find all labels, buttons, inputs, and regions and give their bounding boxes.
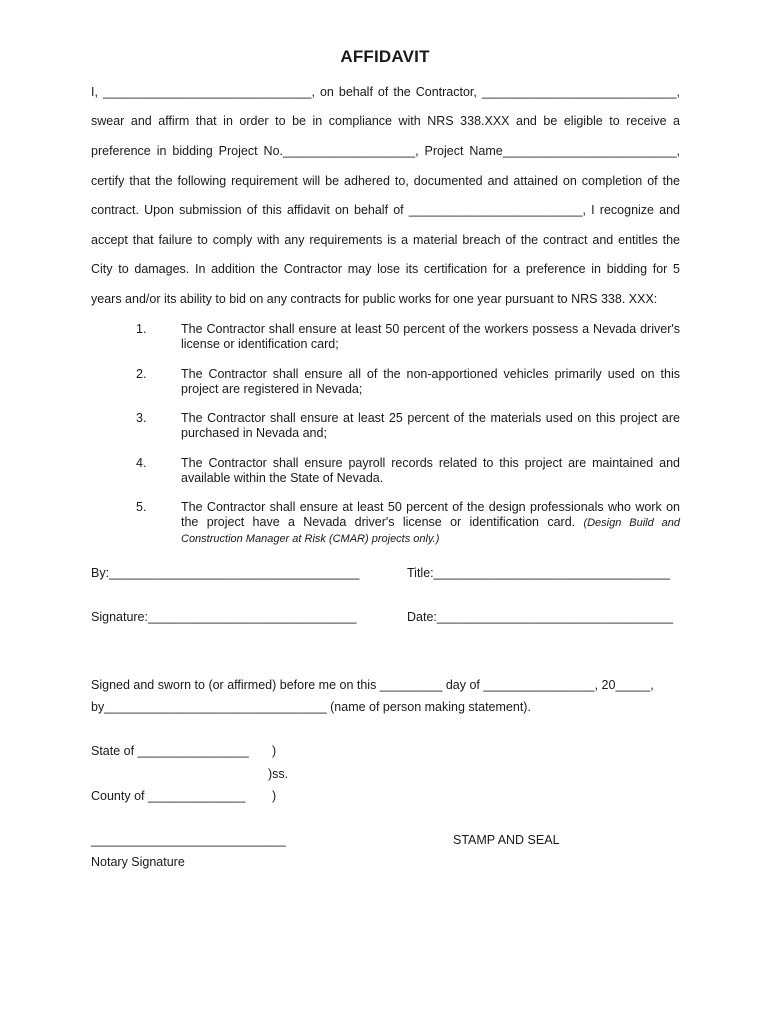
requirement-number: 4.	[136, 456, 147, 470]
paragraph-line: contract. Upon submission of this affidavit on behalf of _________________________, I recognize and	[91, 203, 680, 217]
requirement-number: 2.	[136, 367, 147, 381]
by-field[interactable]: By:____________________________________	[91, 566, 360, 580]
paragraph-line: certify that the following requirement will be adhered to, documented and attained on completion of the	[91, 174, 680, 188]
document-title: AFFIDAVIT	[340, 47, 430, 66]
paragraph-line: accept that failure to comply with any requirements is a material breach of the contract and entitles the	[91, 233, 680, 247]
paragraph-line: City to damages. In addition the Contractor may lose its certification for a preference in bidding for 5	[91, 262, 680, 276]
notary-signature-line[interactable]: ____________________________	[91, 833, 286, 847]
paragraph-line: years and/or its ability to bid on any contracts for public works for one year pursuant to NRS 338. XXX:	[91, 292, 658, 306]
requirement-note: (Design Build and Construction Manager at Risk (CMAR) projects only.)	[181, 517, 680, 545]
notary-signature-label: Notary Signature	[91, 855, 185, 869]
sworn-statement-line[interactable]: Signed and sworn to (or affirmed) before me on this _________ day of ________________, 20_____,	[91, 678, 654, 692]
paragraph-line: I, ______________________________, on behalf of the Contractor, ____________________________,	[91, 85, 680, 99]
requirement-text: The Contractor shall ensure at least 25 percent of the materials used on this project are purchased in Nevada and;	[181, 411, 680, 440]
paragraph-line: swear and affirm that in order to be in compliance with NRS 338.XXX and be eligible to receive a	[91, 114, 680, 128]
requirement-number: 3.	[136, 411, 147, 425]
requirement-text: The Contractor shall ensure at least 50 percent of the workers possess a Nevada driver's license or identification card;	[181, 322, 680, 351]
ss-label: )ss.	[268, 767, 289, 781]
paragraph-line: preference in bidding Project No.___________________, Project Name_________________________,	[91, 144, 680, 158]
date-field[interactable]: Date:__________________________________	[407, 610, 674, 624]
requirement-text: The Contractor shall ensure payroll records related to this project are maintained and available within the State of Nevada.	[181, 456, 680, 485]
state-paren: )	[272, 744, 277, 758]
signature-field[interactable]: Signature:______________________________	[91, 610, 357, 624]
county-paren: )	[272, 789, 277, 803]
requirement-item-5	[181, 500, 680, 547]
stamp-and-seal-label: STAMP AND SEAL	[453, 833, 560, 847]
requirement-number: 1.	[136, 322, 147, 336]
requirement-text: The Contractor shall ensure all of the non-apportioned vehicles primarily used on this project are registered in Nevada;	[181, 367, 680, 396]
requirement-text: The Contractor shall ensure at least 50 percent of the design professionals who work on the project have a Nevada driver's license or identification card.	[181, 500, 680, 529]
county-field[interactable]: County of ______________	[91, 789, 246, 803]
title-field[interactable]: Title:__________________________________	[407, 566, 670, 580]
requirement-number: 5.	[136, 500, 147, 514]
by-name-line[interactable]: by________________________________ (name of person making statement).	[91, 700, 531, 714]
state-field[interactable]: State of ________________	[91, 744, 249, 758]
